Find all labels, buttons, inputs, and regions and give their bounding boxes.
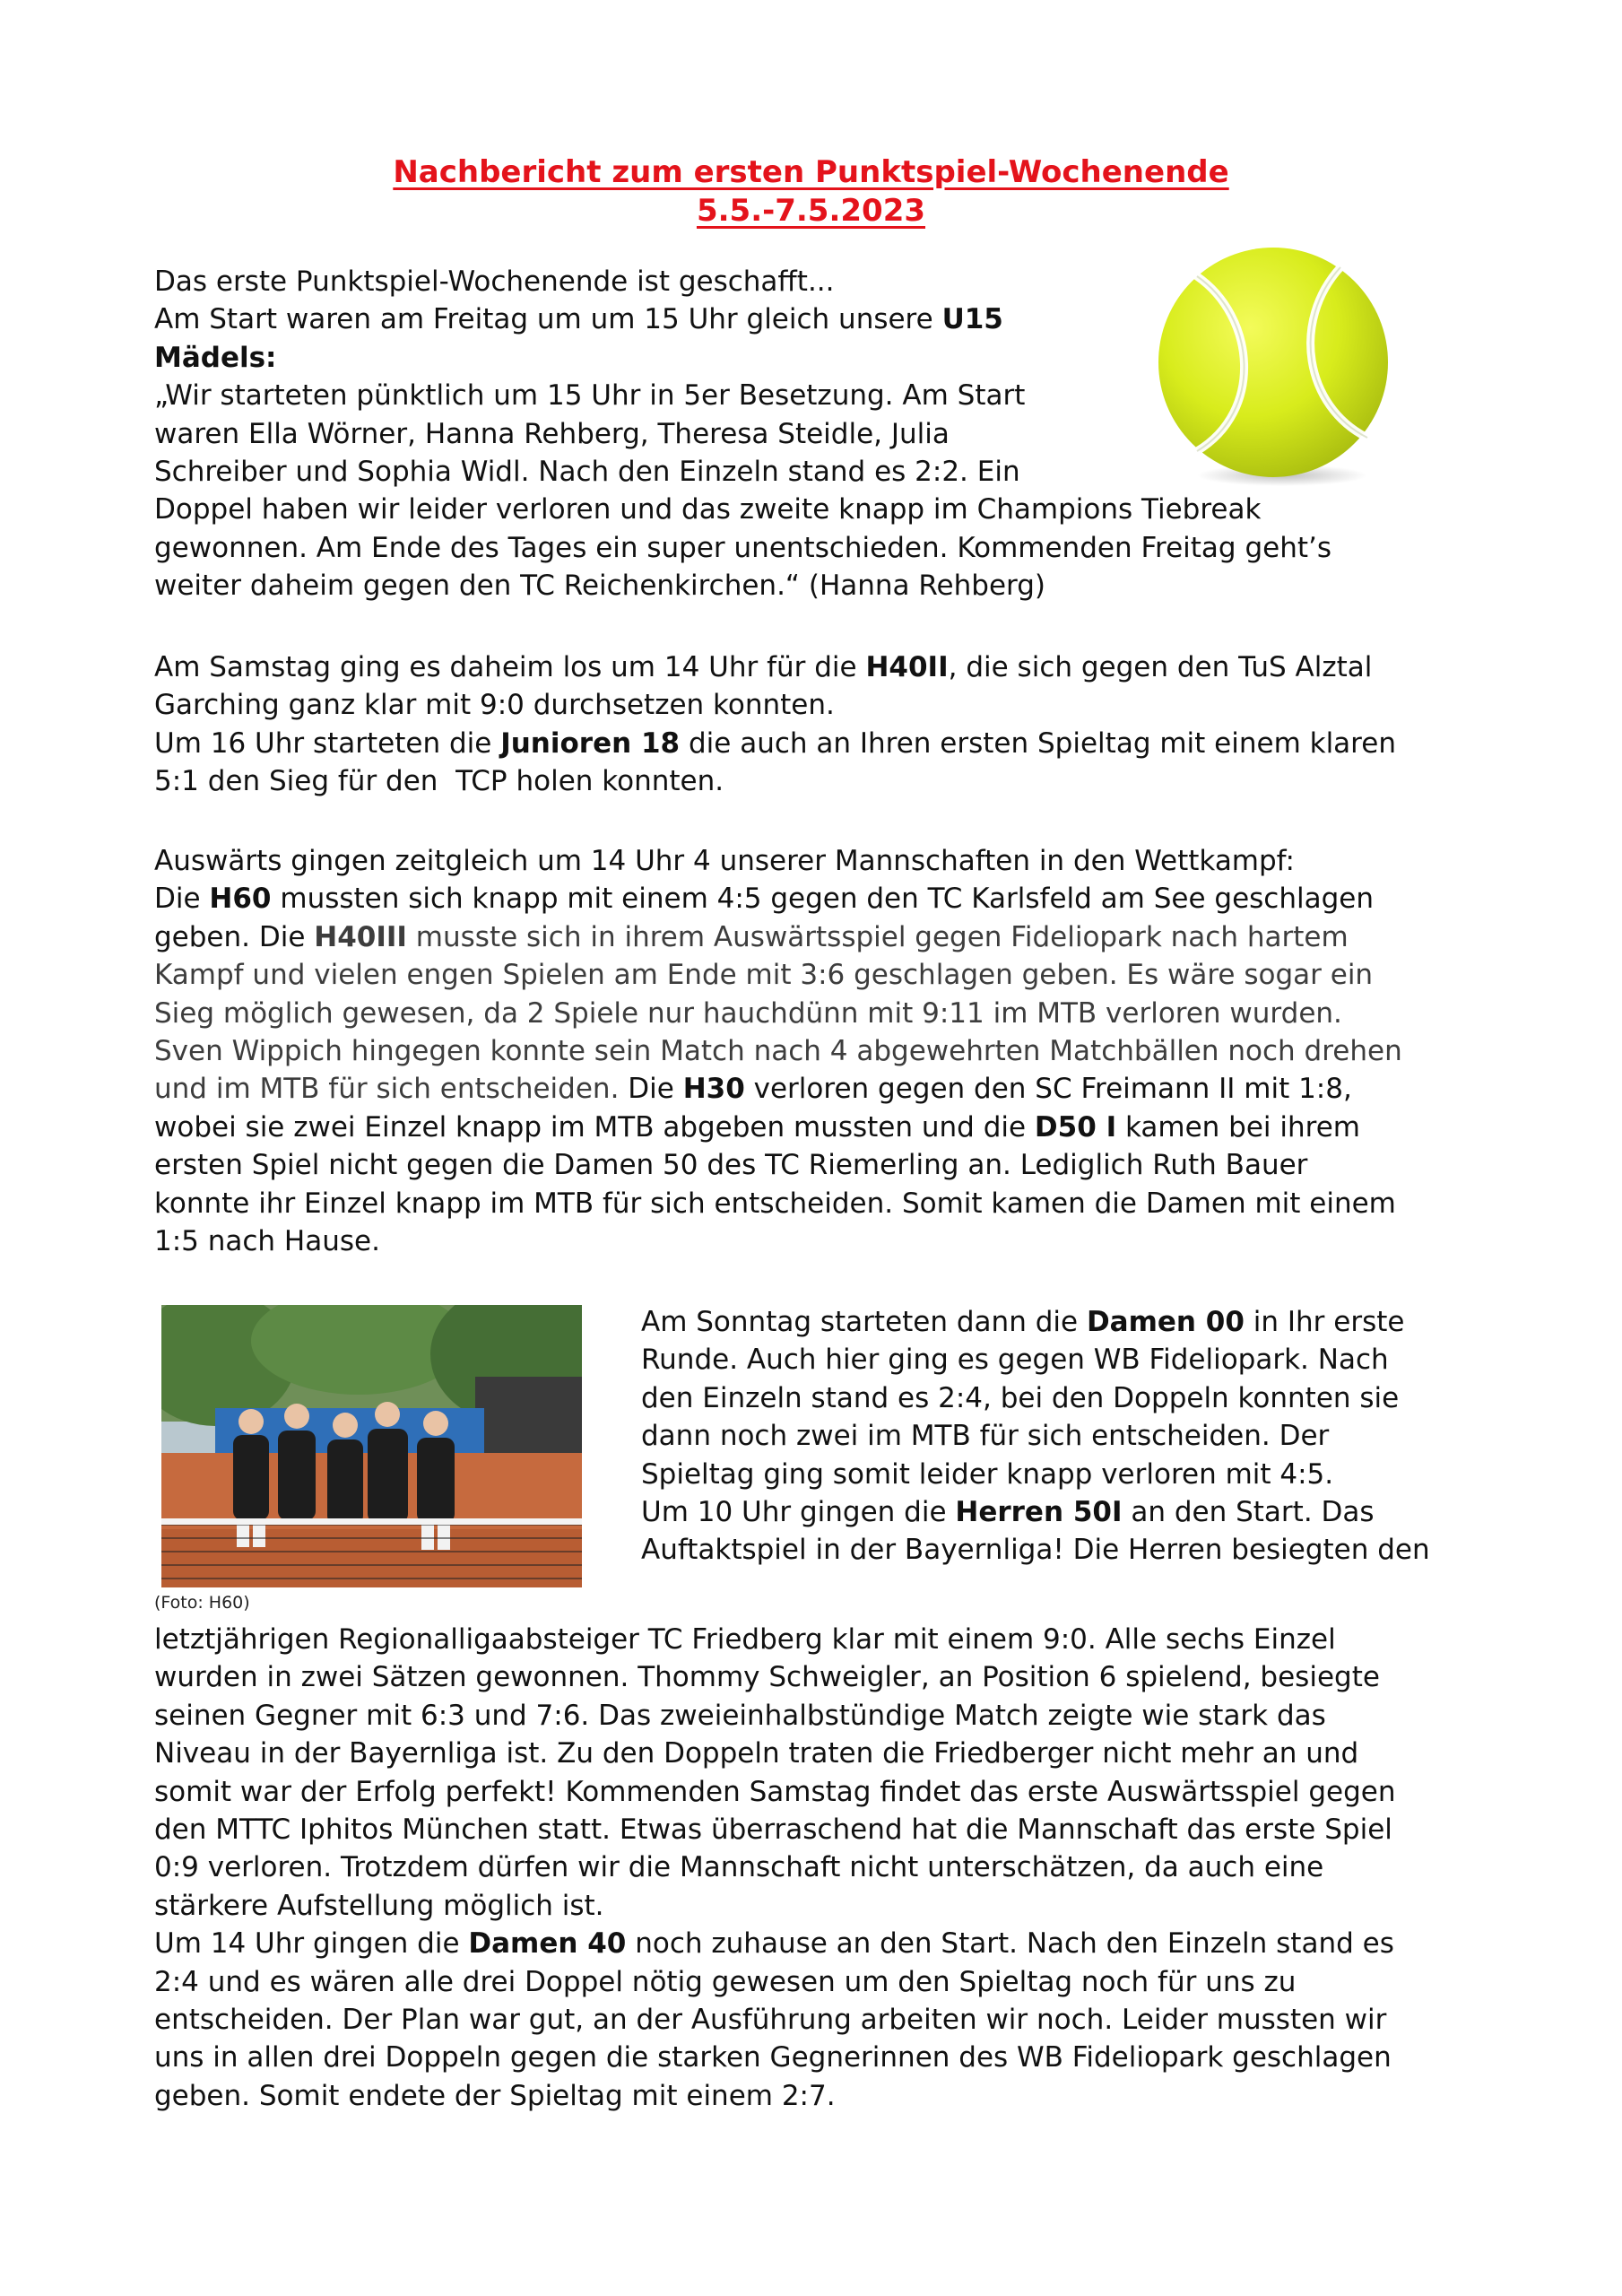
paragraph-saturday-home [154,648,1396,801]
report-date-range: 5.5.-7.5.2023 [696,193,926,229]
text-run: weiter daheim gegen den TC Reichenkirchen.“ (Hanna Rehberg) [154,570,1045,603]
text-line [154,1222,1402,1260]
bold-text: D50 I [1034,1110,1117,1144]
text-run: „Wir starteten pünktlich um 15 Uhr in 5er Besetzung. Am Start [154,379,1026,413]
text-line [641,1303,1430,1341]
text-line [641,1379,1430,1417]
text-line [154,1735,1395,1772]
text-line [154,1887,1395,1925]
text-run: , die sich gegen den TuS Alztal [948,651,1373,683]
paragraph-saturday-away [154,842,1402,1260]
paragraph-sunday [641,1303,1430,1570]
text-line [154,529,1331,567]
text-run: entscheiden. Der Plan war gut, an der Ausführung arbeiten wir noch. Leider mussten wir [154,2004,1387,2037]
text-run: Die [619,1073,683,1106]
text-line [154,1848,1395,1886]
text-line [154,762,1396,800]
text-line [154,1621,1395,1658]
text-run: Um 14 Uhr gingen die [154,1927,469,1961]
text-line [154,263,1331,300]
text-run: in Ihr erste [1244,1306,1405,1338]
text-line [154,995,1402,1032]
text-run: seinen Gegner mit 6:3 und 7:6. Das zweieinhalbstündige Match zeigte wie stark das [154,1699,1326,1732]
team-photo-h60 [161,1305,582,1587]
text-line [154,1811,1395,1848]
text-run: stärkere Aufstellung möglich ist. [154,1889,604,1922]
text-run: Sven Wippich hingegen konnte sein Match nach 4 abgewehrten Matchbällen noch drehen [154,1035,1402,1068]
text-line [154,686,1396,724]
text-line [154,1925,1395,1962]
text-line [154,2001,1395,2039]
text-line [154,1697,1395,1735]
text-run: wobei sie zwei Einzel knapp im MTB abgeben mussten und die [154,1110,1035,1144]
text-run: Sieg möglich gewesen, da 2 Spiele nur hauchdünn mit 9:11 im MTB verloren wurden. [154,996,1342,1030]
text-run: geben. Die [154,920,315,953]
text-line [154,1070,1402,1108]
bold-text: H40II [865,651,949,683]
text-run: Am Samstag ging es daheim los um 14 Uhr für die [154,651,866,683]
text-run: 1:5 nach Hause. [154,1225,380,1258]
text-line [154,2039,1395,2076]
text-run: ersten Spiel nicht gegen die Damen 50 des TC Riemerling an. Lediglich Ruth Bauer [154,1149,1308,1182]
text-run: kamen bei ihrem [1116,1110,1360,1144]
text-line [641,1456,1430,1493]
text-run: Am Sonntag starteten dann die [641,1306,1087,1338]
text-line [154,1032,1402,1070]
text-run: Runde. Auch hier ging es gegen WB Fideliopark. Nach [641,1344,1389,1377]
bold-text: H40III [314,920,407,953]
text-run: gewonnen. Am Ende des Tages ein super unentschieden. Kommenden Freitag geht’s [154,531,1332,564]
text-line [154,1658,1395,1696]
bold-text: Damen 00 [1086,1306,1245,1338]
text-line [154,1146,1402,1184]
text-line [154,377,1331,414]
text-run: den MTTC Iphitos München statt. Etwas überraschend hat die Mannschaft das erste Spiel [154,1813,1392,1847]
paragraph-herren-damen40 [154,1621,1395,2115]
text-run: waren Ella Wörner, Hanna Rehberg, Theresa Steidle, Julia [154,417,950,450]
text-run: geben. Somit endete der Spieltag mit einem 2:7. [154,2079,836,2112]
text-run: Um 16 Uhr starteten die [154,726,501,760]
text-line [154,491,1331,528]
text-run: Am Start waren am Freitag um um 15 Uhr gleich unsere [154,303,942,336]
text-line [641,1341,1430,1378]
bold-text: Mädels: [154,341,277,374]
text-run: die auch an Ihren ersten Spieltag mit einem klaren [680,726,1396,760]
text-line [154,725,1396,762]
text-line [154,300,1331,338]
text-run: Um 10 Uhr gingen die [641,1496,956,1529]
text-line [154,2077,1395,2115]
text-run: Kampf und vielen engen Spielen am Ende mit 3:6 geschlagen geben. Es wäre sogar ein [154,959,1374,992]
text-run: konnte ihr Einzel knapp im MTB für sich entscheiden. Somit kamen die Damen mit einem [154,1187,1396,1220]
text-run: Auftaktspiel in der Bayernliga! Die Herren besiegten den [641,1534,1430,1567]
text-run: den Einzeln stand es 2:4, bei den Doppeln konnten sie [641,1381,1400,1414]
text-run: dann noch zwei im MTB für sich entscheiden. Der [641,1420,1330,1453]
text-line [154,648,1396,686]
text-run: Garching ganz klar mit 9:0 durchsetzen konnten. [154,689,835,722]
report-title: Nachbericht zum ersten Punktspiel-Wochenende [393,154,1229,190]
text-run: Niveau in der Bayernliga ist. Zu den Doppeln traten die Friedberger nicht mehr an und [154,1737,1359,1770]
text-line [154,1109,1402,1146]
text-run: Auswärts gingen zeitgleich um 14 Uhr 4 unserer Mannschaften in den Wettkampf: [154,845,1295,877]
text-run: 0:9 verloren. Trotzdem dürfen wir die Mannschaft nicht unterschätzen, da auch eine [154,1851,1324,1884]
text-run: verloren gegen den SC Freimann II mit 1:8, [744,1073,1352,1106]
text-line [154,956,1402,994]
bold-text: Damen 40 [468,1927,627,1961]
text-line [154,1963,1395,2001]
text-run: Die [154,883,210,916]
text-line [154,842,1402,880]
text-run: 2:4 und es wären alle drei Doppel nötig gewesen um den Spieltag noch für uns zu [154,1965,1297,1998]
text-line [154,339,1331,377]
text-line [154,880,1402,918]
text-run: wurden in zwei Sätzen gewonnen. Thommy Schweigler, an Position 6 spielend, besiegte [154,1661,1380,1694]
text-line [641,1417,1430,1455]
text-run: somit war der Erfolg perfekt! Kommenden Samstag findet das erste Auswärtsspiel gegen [154,1775,1396,1808]
text-line [154,1185,1402,1222]
text-run: noch zuhause an den Start. Nach den Einzeln stand es [626,1927,1394,1961]
text-run: an den Start. Das [1122,1496,1375,1529]
bold-text: Junioren 18 [500,726,681,760]
text-run: und im MTB für sich entscheiden. [154,1073,620,1106]
text-line [154,415,1331,453]
text-line [641,1531,1430,1569]
bold-text: H30 [682,1073,745,1106]
paragraph-u15 [154,263,1331,605]
text-line [154,918,1402,956]
text-line [641,1493,1430,1531]
text-run: Das erste Punktspiel-Wochenende ist geschafft... [154,265,835,298]
text-line [154,453,1331,491]
text-line [154,1773,1395,1811]
bold-text: U15 [941,303,1003,336]
text-run: Schreiber und Sophia Widl. Nach den Einzeln stand es 2:2. Ein [154,456,1020,489]
text-run: letztjährigen Regionalligaabsteiger TC Friedberg klar mit einem 9:0. Alle sechs Einzel [154,1623,1336,1656]
text-run: uns in allen drei Doppeln gegen die starken Gegnerinnen des WB Fideliopark geschlagen [154,2041,1392,2074]
text-run: 5:1 den Sieg für den TCP holen konnten. [154,765,724,798]
text-run: musste sich in ihrem Auswärtsspiel gegen Fideliopark nach hartem [406,920,1349,953]
text-line [154,567,1331,604]
text-run: Doppel haben wir leider verloren und das zweite knapp im Champions Tiebreak [154,493,1262,526]
photo-caption: (Foto: H60) [154,1593,250,1613]
bold-text: H60 [209,883,272,916]
text-run: Spieltag ging somit leider knapp verloren mit 4:5. [641,1457,1334,1491]
text-run: mussten sich knapp mit einem 4:5 gegen den TC Karlsfeld am See geschlagen [271,883,1374,916]
bold-text: Herren 50I [955,1496,1123,1529]
